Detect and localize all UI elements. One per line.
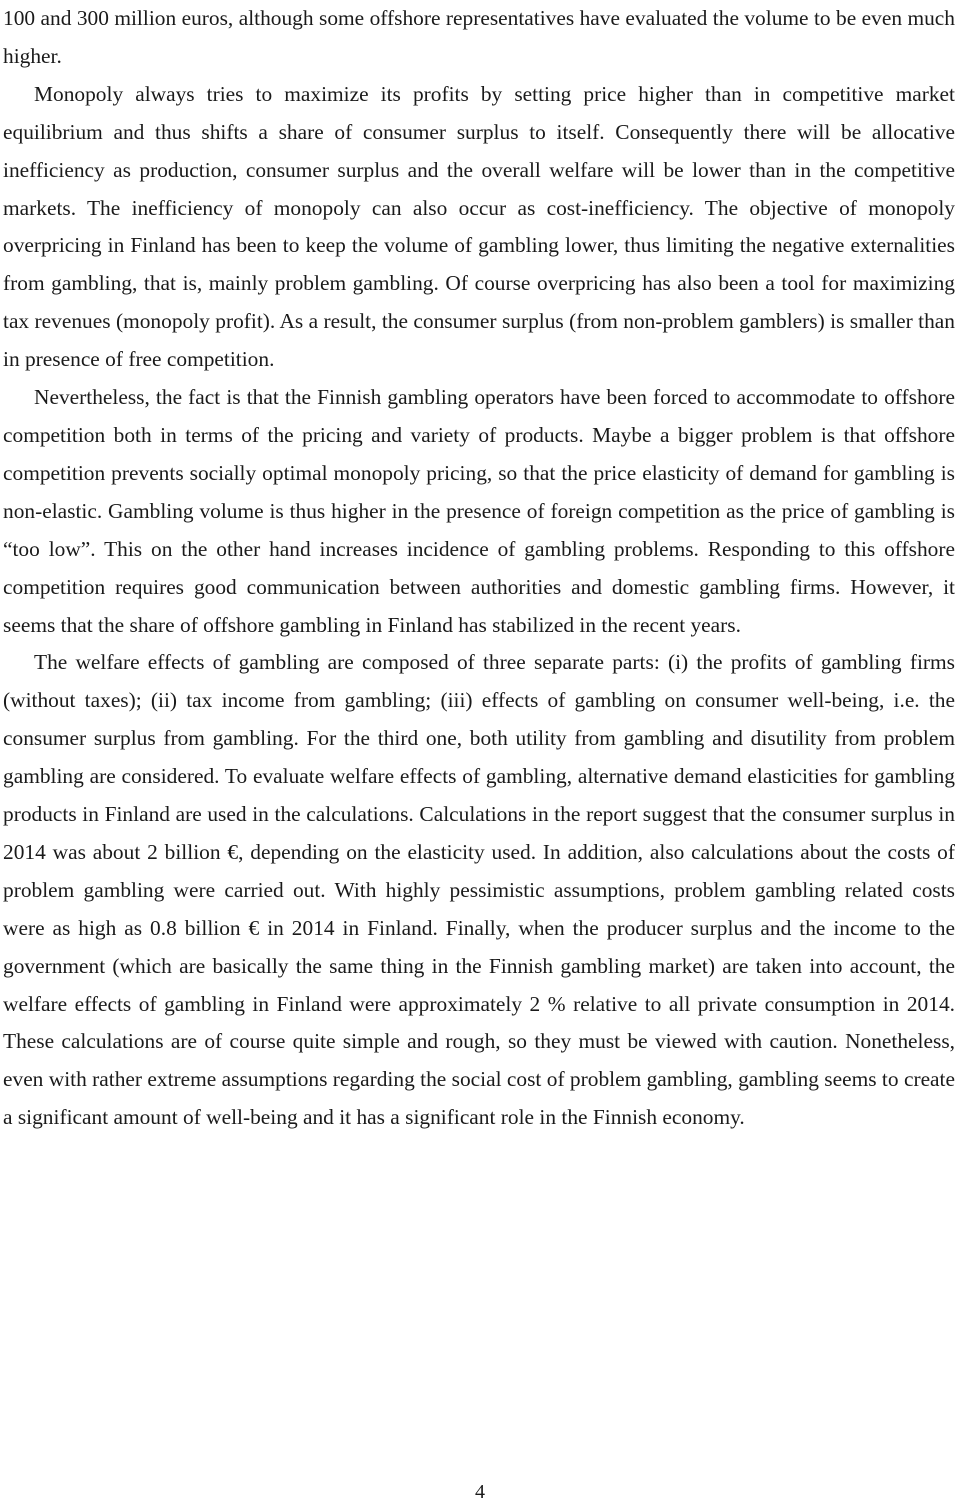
paragraph-monopoly-pricing: Monopoly always tries to maximize its profits by setting price higher than in competitive market equilibrium and thus shifts a share of consumer surplus to itself. Consequently there will be allocative inefficiency as production, consumer surplus and the overall welfare will be lower than in the competitive markets. The inefficiency of monopoly can also occur as cost-inefficiency. The objective of monopoly overpricing in Finland has been to keep the volume of gambling lower, thus limiting the negative externalities from gambling, that is, mainly problem gambling. Of course overpricing has also been a tool for maximizing tax revenues (monopoly profit). As a result, the consumer surplus (from non-problem gamblers) is smaller than in presence of free competition. <box>3 81 955 372</box>
page-number: 4 <box>475 1481 485 1503</box>
document-body <box>3 0 955 1137</box>
paragraph-offshore-competition: Nevertheless, the fact is that the Finnish gambling operators have been forced to accommodate to offshore competition both in terms of the pricing and variety of products. Maybe a bigger problem is that offshore competition prevents socially optimal monopoly pricing, so that the price elasticity of demand for gambling is non-elastic. Gambling volume is thus higher in the presence of foreign competition as the price of gambling is “too low”. This on the other hand increases incidence of gambling problems. Responding to this offshore competition requires good communication between authorities and domestic gambling firms. However, it seems that the share of offshore gambling in Finland has stabilized in the recent years. <box>3 385 955 637</box>
paragraph-welfare-effects: The welfare effects of gambling are composed of three separate parts: (i) the profits of gambling firms (without taxes); (ii) tax income from gambling; (iii) effects of gambling on consumer well-being, i.e. the consumer surplus from gambling. For the third one, both utility from gambling and disutility from problem gambling are considered. To evaluate welfare effects of gambling, alternative demand elasticities for gambling products in Finland are used in the calculations. Calculations in the report suggest that the consumer surplus in 2014 was about 2 billion €, depending on the elasticity used. In addition, also calculations about the costs of problem gambling were carried out. With highly pessimistic assumptions, problem gambling related costs were as high as 0.8 billion € in 2014 in Finland. Finally, when the producer surplus and the income to the government (which are basically the same thing in the Finnish gambling market) are taken into account, the welfare effects of gambling in Finland were approximately 2 % relative to all private consumption in 2014. These calculations are of course quite simple and rough, so they must be viewed with caution. Nonetheless, even with rather extreme assumptions regarding the social cost of problem gambling, gambling seems to create a significant amount of well-being and it has a significant role in the Finnish economy. <box>3 650 955 1130</box>
paragraph-volume-estimate: 100 and 300 million euros, although some offshore representatives have evaluated the volume to be even much higher. <box>3 6 955 68</box>
